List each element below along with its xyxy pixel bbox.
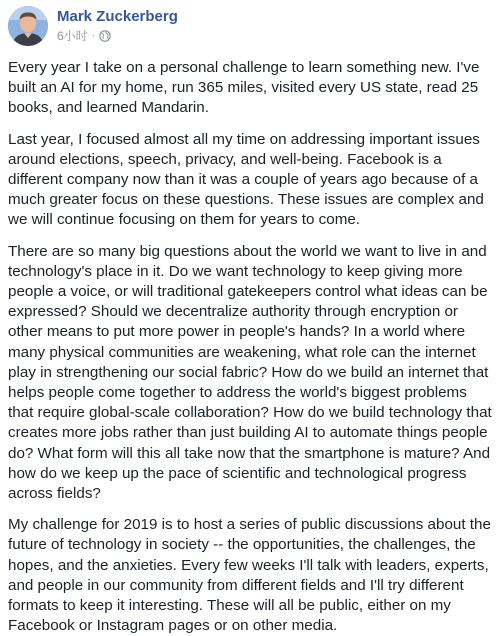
post-header <box>8 6 492 54</box>
post-paragraph-3: There are so many big questions about the world we want to live in and technology's place in it. Do we want technology to keep giving more people a voice, or will traditional gatekeepers control what ideas can be expressed? Should we decentralize authority through encryption or other means to put more power in people's hands? In a world where many physical communities are weakening, what role can the internet play in strengthening our social fabric? How do we build an internet that helps people come together to address the world's biggest problems that require global-scale collaboration? How do we build technology that creates more jobs rather than just building AI to automate things people do? What form will this all take now that the smartphone is mature? And how do we keep up the pace of scientific and technological progress across fields? <box>8 242 492 503</box>
meta-separator: · <box>91 30 96 41</box>
post-paragraph-4: My challenge for 2019 is to host a series of public discussions about the future of technology in society -- the opportunities, the challenges, the hopes, and the anxieties. Every few weeks I'll talk with leaders, experts, and people in our community from different fields and I'll try different formats to keep it interesting. These will all be public, either on my Facebook or Instagram pages or on other media. <box>8 516 491 635</box>
post-body <box>8 58 492 636</box>
post-meta <box>57 28 178 44</box>
post-paragraph-1: Every year I take on a personal challenge to learn something new. I've built an AI for my home, run 365 miles, visited every US state, read 25 books, and learned Mandarin. <box>8 59 480 117</box>
author-name-link[interactable]: Mark Zuckerberg <box>57 8 178 25</box>
post-timestamp[interactable]: 6小时 <box>57 29 88 43</box>
avatar-image <box>8 6 48 46</box>
post-paragraph-2: Last year, I focused almost all my time on addressing important issues around elections, speech, privacy, and well-being. Facebook is a different company now than it was a couple of years ago because of a much greater focus on these questions. These issues are complex and we will continue focusing on them for years to come. <box>8 130 484 229</box>
globe-icon[interactable] <box>99 30 111 42</box>
avatar[interactable] <box>8 6 48 46</box>
post-header-text <box>57 6 178 44</box>
